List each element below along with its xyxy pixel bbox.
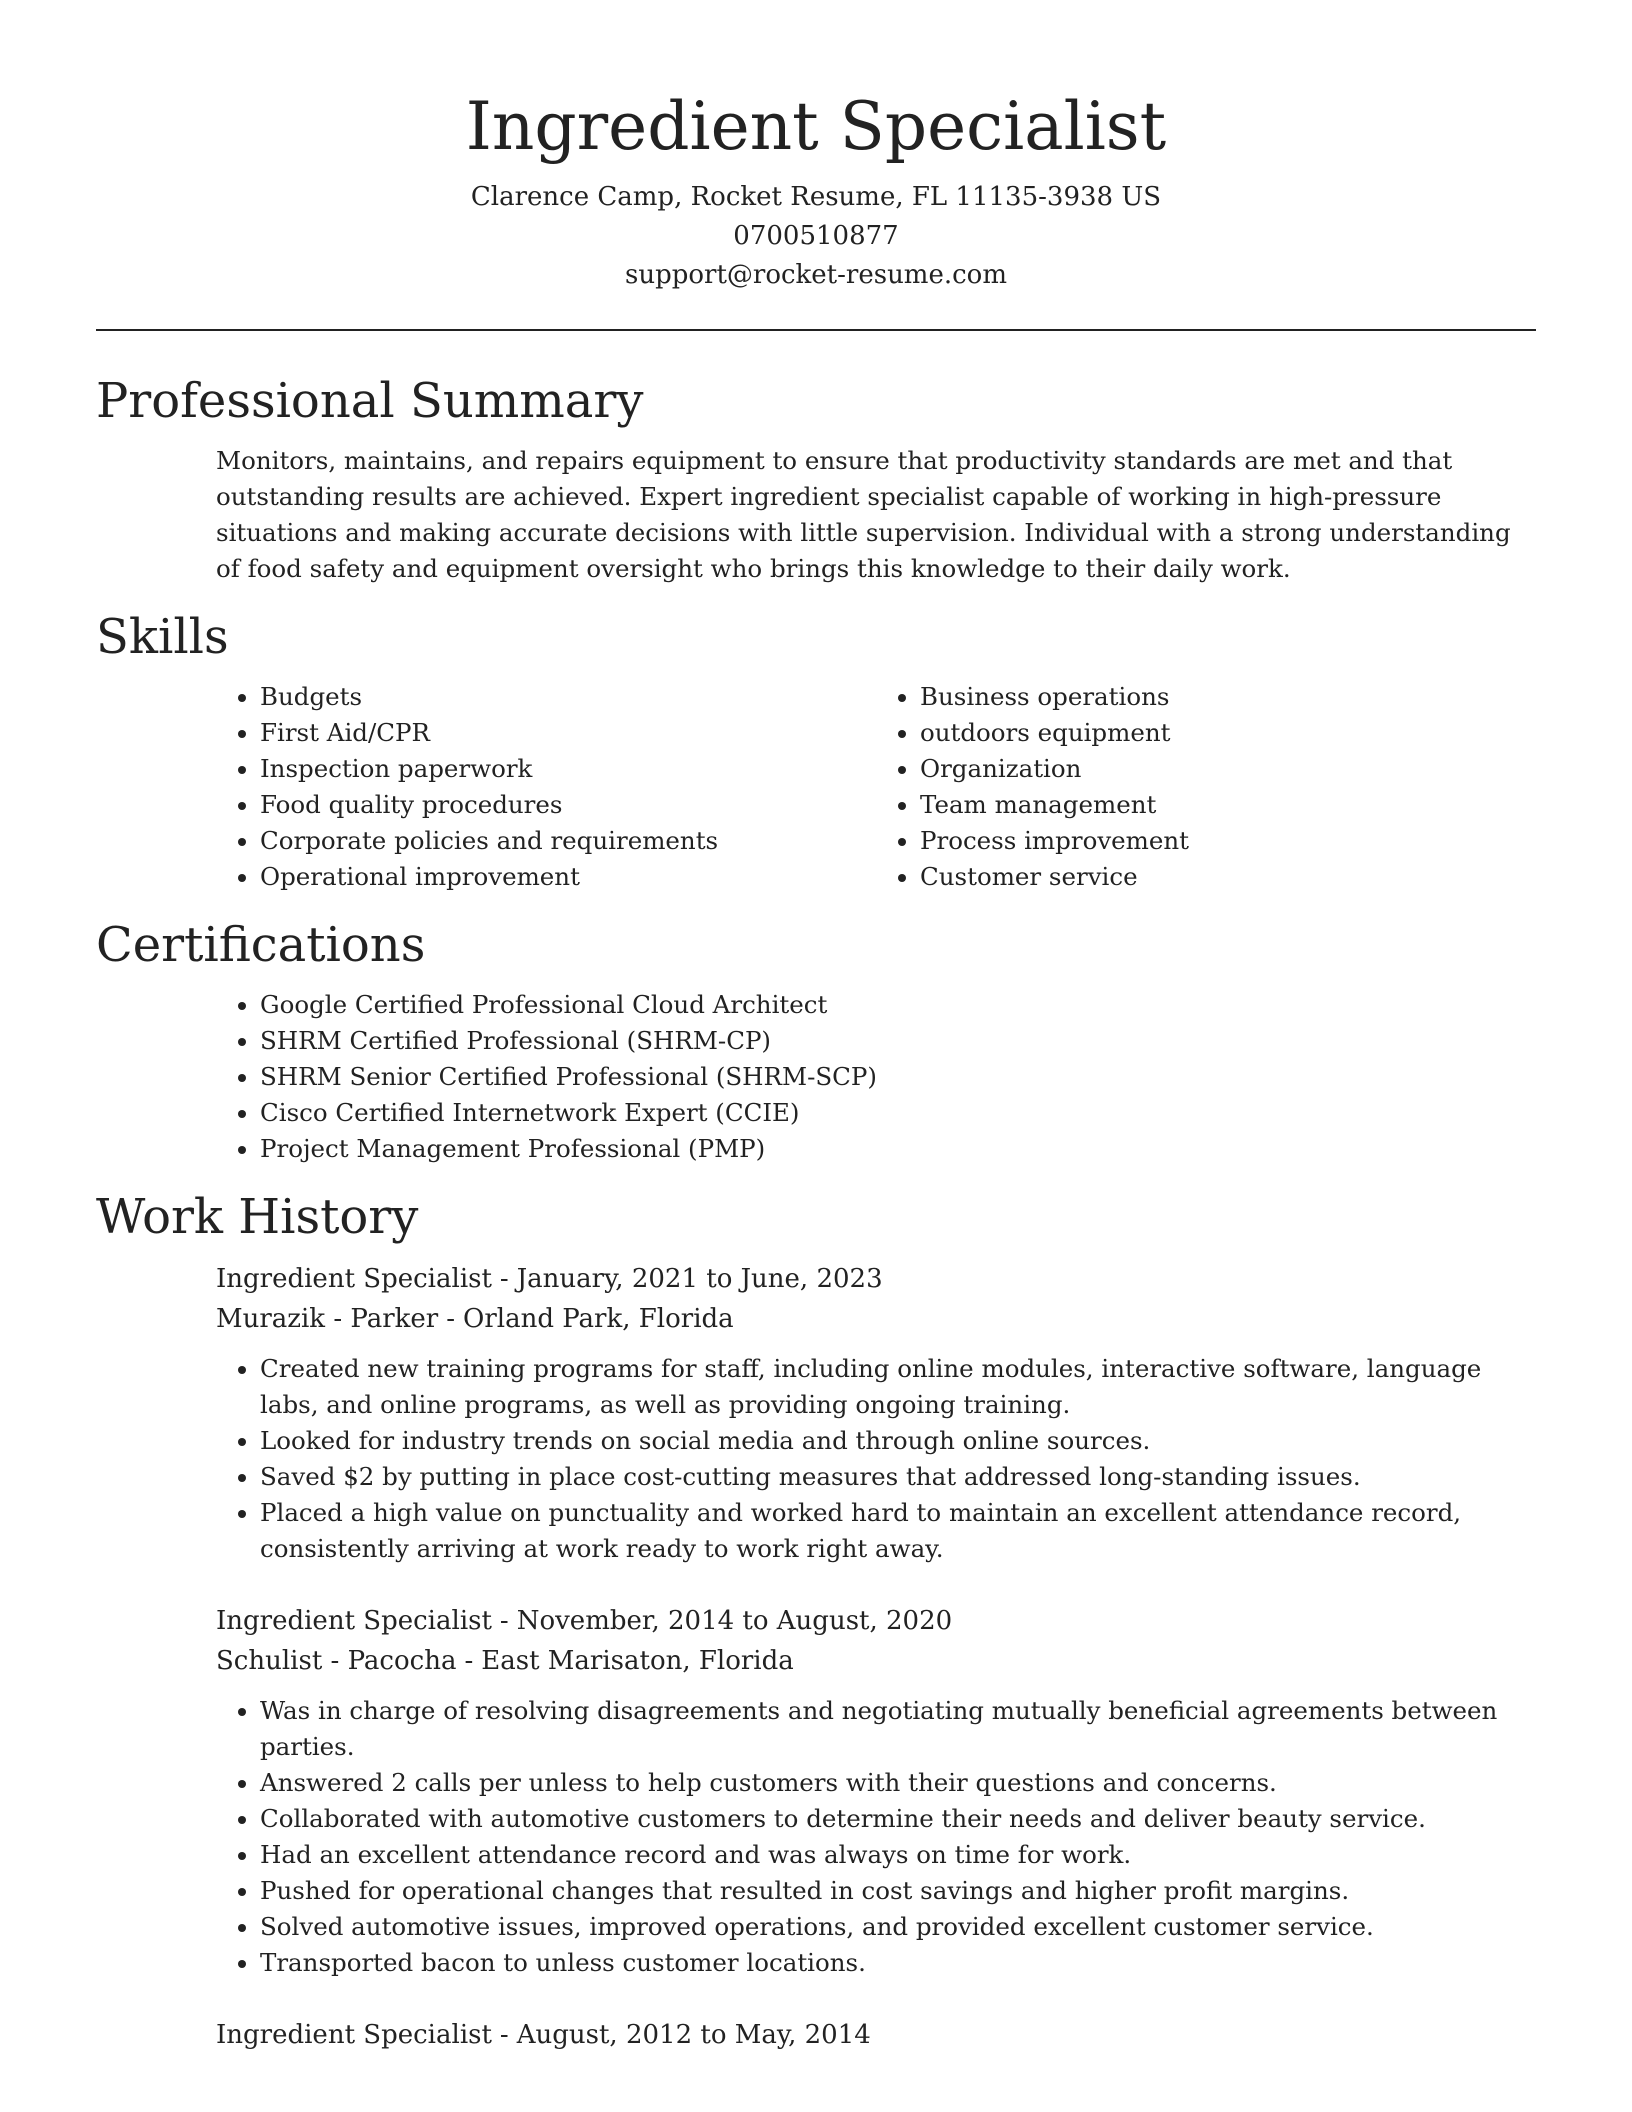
resume-header: [96, 0, 1536, 295]
job-title-line: Ingredient Specialist - January, 2021 to June, 2023: [216, 1264, 883, 1294]
job-entry: [216, 1601, 1536, 1981]
job-entry: [216, 2015, 1536, 2055]
list-item: • First Aid/CPR: [260, 715, 876, 751]
summary-text: Monitors, maintains, and repairs equipment to ensure that productivity standards are met and that outstanding results are achieved. Expert ingredient specialist capable of working in high-pressure situations and making accurate decisions with little supervision. Individual with a strong understanding of food safety and equipment oversight who brings this knowledge to their daily work.: [216, 446, 1511, 583]
skills-section: [96, 607, 1536, 895]
job-dates: January, 2021 to June, 2023: [516, 1264, 883, 1294]
list-item: • Looked for industry trends on social media and through online sources.: [260, 1423, 1536, 1459]
job-role: Ingredient Specialist: [216, 1264, 492, 1294]
skills-list-right: [876, 679, 1536, 895]
job-company-line: Murazik - Parker - Orland Park, Florida: [216, 1304, 734, 1334]
job-company: Murazik - Parker: [216, 1304, 439, 1334]
summary-section: [96, 371, 1536, 587]
list-item: • SHRM Senior Certified Professional (SHRM-SCP): [260, 1059, 1536, 1095]
list-item: • Had an excellent attendance record and was always on time for work.: [260, 1837, 1536, 1873]
list-item: • Solved automotive issues, improved operations, and provided excellent customer service.: [260, 1909, 1536, 1945]
job-duties-list: [216, 1693, 1536, 1981]
job-duties-list: [216, 1351, 1536, 1567]
list-item: • Project Management Professional (PMP): [260, 1131, 1536, 1167]
list-item: • Placed a high value on punctuality and worked hard to maintain an excellent attendance record, consistently arriving at work ready to work right away.: [260, 1495, 1536, 1567]
list-item: • Cisco Certified Internetwork Expert (CCIE): [260, 1095, 1536, 1131]
job-dates: August, 2012 to May, 2014: [516, 2020, 871, 2050]
list-item: • Process improvement: [920, 823, 1536, 859]
contact-email: support@rocket-resume.com: [624, 260, 1007, 290]
list-item: • Answered 2 calls per unless to help customers with their questions and concerns.: [260, 1765, 1536, 1801]
summary-heading: Professional Summary: [96, 373, 644, 429]
contact-address: Clarence Camp, Rocket Resume, FL 11135-3938 US: [470, 182, 1162, 212]
list-item: • Corporate policies and requirements: [260, 823, 876, 859]
list-item: • Was in charge of resolving disagreements and negotiating mutually beneficial agreements between parties.: [260, 1693, 1536, 1765]
work-history-section: [96, 1187, 1536, 2055]
skills-heading: Skills: [96, 609, 229, 665]
job-location: Orland Park, Florida: [463, 1304, 734, 1334]
list-item: • Customer service: [920, 859, 1536, 895]
job-entry: [216, 1259, 1536, 1567]
list-item: • Team management: [920, 787, 1536, 823]
list-item: • Pushed for operational changes that resulted in cost savings and higher profit margins.: [260, 1873, 1536, 1909]
job-role: Ingredient Specialist: [216, 1606, 492, 1636]
list-item: • SHRM Certified Professional (SHRM-CP): [260, 1023, 1536, 1059]
list-item: • outdoors equipment: [920, 715, 1536, 751]
job-dates: November, 2014 to August, 2020: [516, 1606, 953, 1636]
job-location: East Marisaton, Florida: [481, 1646, 794, 1676]
contact-phone: 0700510877: [733, 221, 899, 251]
list-item: • Operational improvement: [260, 859, 876, 895]
list-item: • Budgets: [260, 679, 876, 715]
job-title-line: Ingredient Specialist - August, 2012 to May, 2014: [216, 2020, 871, 2050]
list-item: • Created new training programs for staff, including online modules, interactive software, language labs, and online programs, as well as providing ongoing training.: [260, 1351, 1536, 1423]
certifications-section: [96, 915, 1536, 1167]
work-history-heading: Work History: [96, 1189, 419, 1245]
list-item: • Saved $2 by putting in place cost-cutting measures that addressed long-standing issues.: [260, 1459, 1536, 1495]
skills-list-left: [216, 679, 876, 895]
header-divider: [96, 329, 1536, 331]
certifications-list: [216, 987, 1536, 1167]
list-item: • Organization: [920, 751, 1536, 787]
certifications-heading: Certifications: [96, 917, 426, 973]
list-item: • Transported bacon to unless customer locations.: [260, 1945, 1536, 1981]
list-item: • Collaborated with automotive customers to determine their needs and deliver beauty service.: [260, 1801, 1536, 1837]
candidate-title: Ingredient Specialist: [465, 88, 1167, 165]
job-company-line: Schulist - Pacocha - East Marisaton, Florida: [216, 1646, 794, 1676]
job-role: Ingredient Specialist: [216, 2020, 492, 2050]
list-item: • Google Certified Professional Cloud Architect: [260, 987, 1536, 1023]
list-item: • Business operations: [920, 679, 1536, 715]
resume-page: [96, 0, 1536, 2112]
job-company: Schulist - Pacocha: [216, 1646, 457, 1676]
list-item: • Food quality procedures: [260, 787, 876, 823]
job-title-line: Ingredient Specialist - November, 2014 to August, 2020: [216, 1606, 953, 1636]
list-item: • Inspection paperwork: [260, 751, 876, 787]
